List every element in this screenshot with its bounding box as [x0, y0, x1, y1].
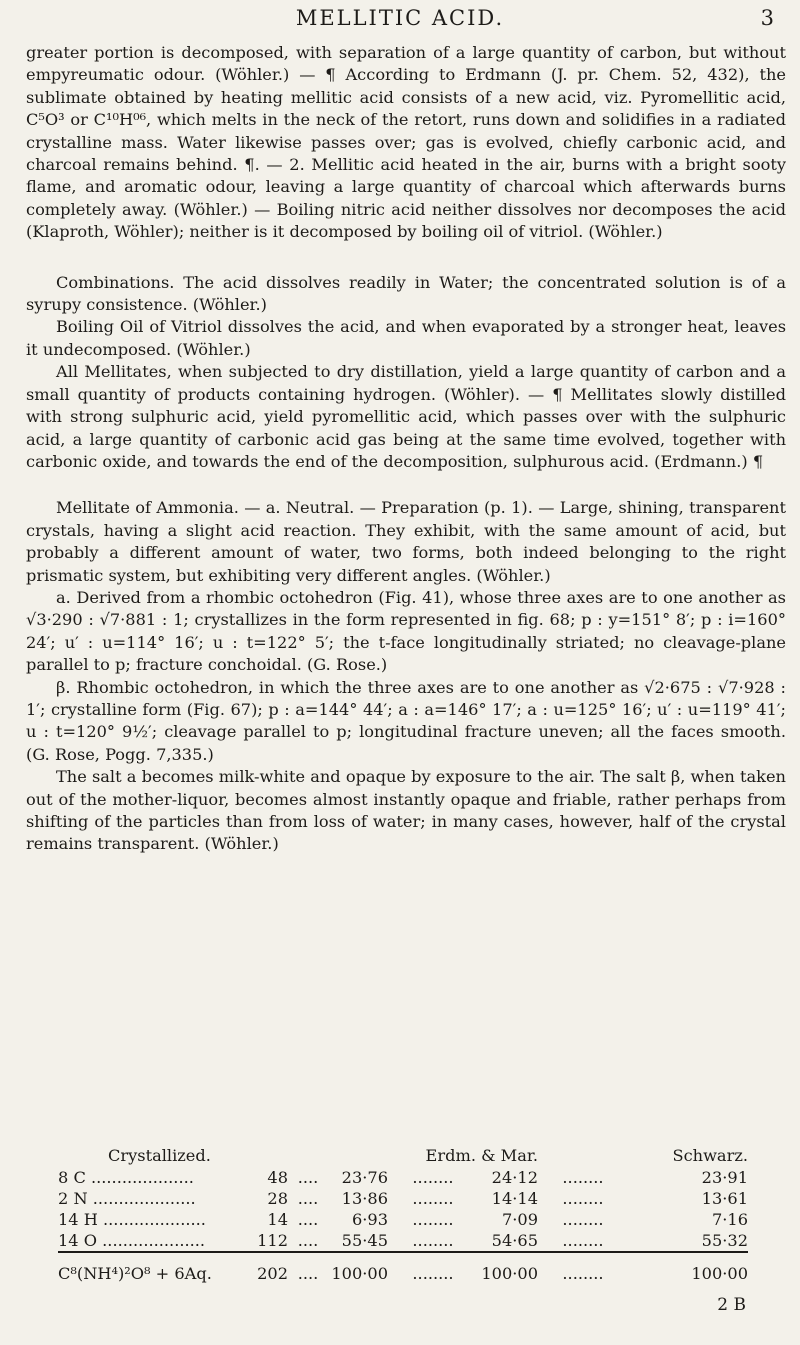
table-cell-leader: ........ — [562, 1231, 604, 1250]
table-cell-schwarz: 13·61 — [701, 1189, 748, 1208]
table-cell-erdmann-marchand: 24·12 — [491, 1168, 538, 1187]
table-cell-erdmann-marchand: 100·00 — [478, 1252, 538, 1285]
table-cell-leader: ........ — [562, 1210, 604, 1229]
table-cell-formula: C⁸(NH⁴)²O⁸ + 6Aq. — [58, 1252, 248, 1285]
table-cell-weight: 112 — [257, 1231, 288, 1250]
table-cell-leader: .... — [297, 1210, 319, 1229]
table-row — [58, 1230, 748, 1252]
paragraph-oil-of-vitriol: Boiling Oil of Vitriol dissolves the acid, and when evaporated by a stronger heat, leaves it undecomposed. (Wöhler.) — [26, 317, 786, 359]
signature-mark: 2 B — [717, 1295, 746, 1315]
table-cell-erdmann-marchand: 54·65 — [491, 1231, 538, 1250]
table-cell-leader: ........ — [388, 1252, 478, 1285]
table-cell-erdmann-marchand: 7·09 — [501, 1210, 538, 1229]
table-cell-weight: 202 — [248, 1252, 288, 1285]
paragraph-exposure-to-air: The salt a becomes milk-white and opaque by exposure to the air. The salt β, when taken out of the mother-liquor, becomes almost instantly opaque and friable, rather perhaps from shifting of the particles than from loss of water; in many cases, however, half of the crystal remains transparent. (Wöhler.) — [26, 767, 786, 854]
table-cell-element: 14 H .................... — [58, 1210, 206, 1229]
table-cell-calculated: 23·76 — [341, 1168, 388, 1187]
table-cell-leader: .... — [297, 1231, 319, 1250]
table-cell-schwarz: 55·32 — [701, 1231, 748, 1250]
composition-table — [58, 1146, 748, 1285]
table-header-erdmann-marchand: Erdm. & Mar. — [425, 1146, 538, 1165]
table-cell-calculated: 55·45 — [341, 1231, 388, 1250]
paragraph-form-beta: β. Rhombic octohedron, in which the three axes are to one another as √2·675 : √7·928 : 1′; crystalline form (Fig. 67); p : a=144° 44′; a : a=146° 17′; a : u=125° 16′; u′ : u=119° 41′; u : t=120° 9½′; cleavage parallel to p; longitudinal fracture uneven; all the faces smooth. (G. Rose, Pogg. 7,335.) — [26, 677, 786, 764]
table-cell-leader: ........ — [412, 1189, 454, 1208]
table-row — [58, 1167, 748, 1188]
table-cell-leader: .... — [297, 1189, 319, 1208]
paragraph-mellitate-of-ammonia: Mellitate of Ammonia. — a. Neutral. — Preparation (p. 1). — Large, shining, transparent crystals, having a slight acid reaction. They exhibit, with the same amount of acid, but probably a different amount of water, two forms, both indeed belonging to the right prismatic system, but exhibiting very different angles. (Wöhler.) — [26, 498, 786, 585]
table-cell-calculated: 13·86 — [341, 1189, 388, 1208]
table-cell-weight: 48 — [267, 1168, 288, 1187]
paragraph-mellitates: All Mellitates, when subjected to dry distillation, yield a large quantity of carbon and a small quantity of products containing hydrogen. (Wöhler). — ¶ Mellitates slowly distilled with strong sulphuric acid, yield pyromellitic acid, which passes over with the sulphuric acid, a large quantity of carbonic acid gas being at the same time evolved, together with carbonic oxide, and towards the end of the decomposition, sulphurous acid. (Erdmann.) ¶ — [26, 362, 786, 471]
table-header-row — [58, 1146, 748, 1167]
table-total-row — [58, 1252, 748, 1285]
table-cell-leader: .... — [288, 1252, 328, 1285]
paragraph-form-alpha: a. Derived from a rhombic octohedron (Fig. 41), whose three axes are to one another as √3·290 : √7·881 : 1; crystallizes in the form represented in fig. 68; p : y=151° 8′; p : i=160° 24′; u′ : u=114° 16′; u : t=122° 5′; the t-face longitudinally striated; no cleavage-plane parallel to p; fracture conchoidal. (G. Rose.) — [26, 587, 786, 675]
running-head — [0, 4, 800, 38]
paragraph-combinations: Combinations. The acid dissolves readily in Water; the concentrated solution is of a syrupy consistence. (Wöhler.) — [26, 272, 786, 315]
table-cell-weight: 14 — [267, 1210, 288, 1229]
table-cell-calculated: 6·93 — [351, 1210, 388, 1229]
table-cell-schwarz: 7·16 — [711, 1210, 748, 1229]
table-cell-leader: ........ — [412, 1168, 454, 1187]
table-cell-leader: .... — [297, 1168, 319, 1187]
table-cell-calculated: 100·00 — [328, 1252, 388, 1285]
table-cell-leader: ........ — [538, 1252, 628, 1285]
table-header-crystallized: Crystallized. — [108, 1146, 211, 1165]
body-text — [26, 42, 786, 856]
table-cell-erdmann-marchand: 14·14 — [491, 1189, 538, 1208]
page-number: 3 — [760, 6, 774, 30]
table-row — [58, 1188, 748, 1209]
table-cell-element: 2 N .................... — [58, 1189, 196, 1208]
table-cell-element: 14 O .................... — [58, 1231, 206, 1250]
table-cell-leader: ........ — [562, 1189, 604, 1208]
table-cell-schwarz: 23·91 — [701, 1168, 748, 1187]
table-cell-schwarz: 100·00 — [628, 1252, 748, 1285]
table-cell-leader: ........ — [412, 1231, 454, 1250]
paragraph-decomposition: greater portion is decomposed, with separation of a large quantity of carbon, but without empyreumatic odour. (Wöhler.) — ¶ According to Erdmann (J. pr. Chem. 52, 432), the sublimate obtained by heating mellitic acid consists of a new acid, viz. Pyromellitic acid, C⁵O³ or C¹⁰H⁰⁶, which melts in the neck of the retort, runs down and solidifies in a radiated crystalline mass. Water likewise passes over; gas is evolved, chiefly carbonic acid, and charcoal remains behind. ¶. — 2. Mellitic acid heated in the air, burns with a bright sooty flame, and aromatic odour, leaving a large quantity of charcoal which afterwards burns completely away. (Wöhler.) — Boiling nitric acid neither dissolves nor decomposes the acid (Klaproth, Wöhler); neither is it decomposed by boiling oil of vitriol. (Wöhler.) — [26, 43, 786, 242]
table-row — [58, 1209, 748, 1230]
table-cell-weight: 28 — [267, 1189, 288, 1208]
table-cell-element: 8 C .................... — [58, 1168, 194, 1187]
running-title: MELLITIC ACID. — [295, 6, 505, 30]
table-cell-leader: ........ — [412, 1210, 454, 1229]
table-cell-leader: ........ — [562, 1168, 604, 1187]
table-header-schwarz: Schwarz. — [672, 1146, 748, 1165]
